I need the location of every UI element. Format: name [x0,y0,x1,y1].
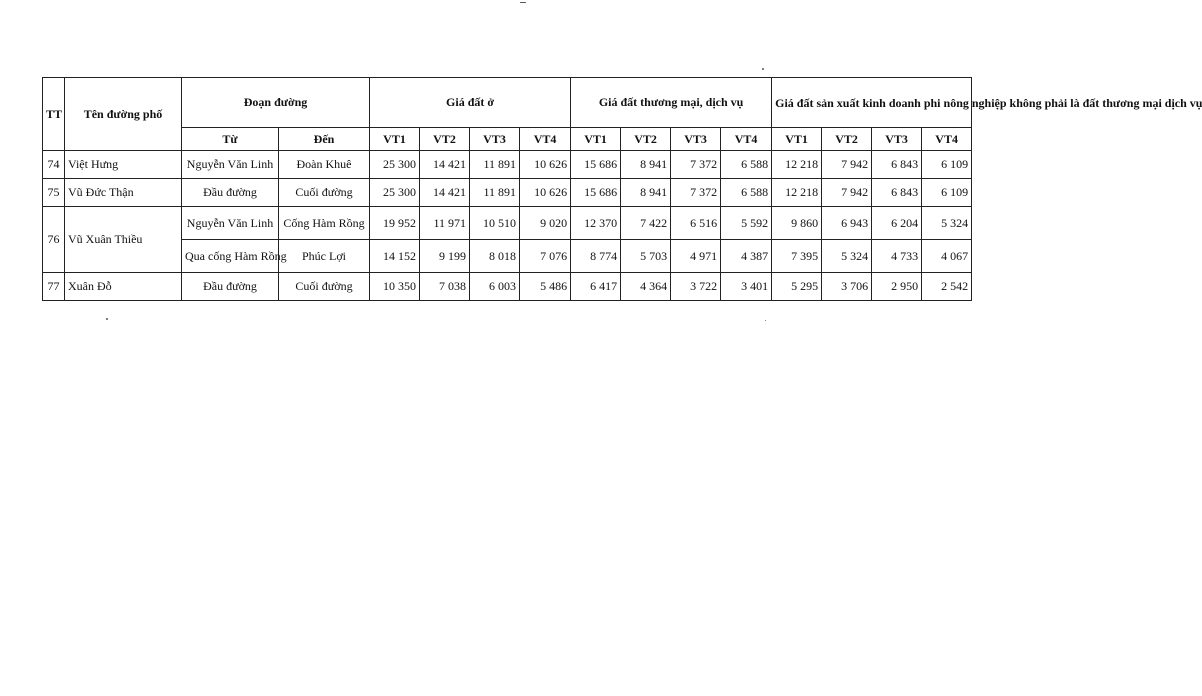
price-cell: 7 942 [822,179,872,207]
header-production-price: Giá đất sản xuất kinh doanh phi nông nghiệp không phải là đất thương mại dịch vụ [772,78,972,128]
price-cell: 10 350 [370,273,420,301]
header-com-vt3: VT3 [671,128,721,151]
price-cell: 4 971 [671,240,721,273]
price-cell: 5 486 [520,273,571,301]
segment-to: Cống Hàm Rồng [279,207,370,240]
street-name: Vũ Xuân Thiều [65,207,182,273]
price-cell: 7 942 [822,151,872,179]
header-prod-vt3: VT3 [872,128,922,151]
header-segment: Đoạn đường [182,78,370,128]
table-row [43,273,972,301]
price-cell: 4 733 [872,240,922,273]
scan-speck [106,318,108,320]
segment-from: Qua cống Hàm Rồng [182,240,279,273]
price-cell: 4 364 [621,273,671,301]
price-cell: 4 067 [922,240,972,273]
header-com-vt1: VT1 [571,128,621,151]
price-cell: 7 372 [671,151,721,179]
price-cell: 10 510 [470,207,520,240]
segment-to: Phúc Lợi [279,240,370,273]
header-res-vt2: VT2 [420,128,470,151]
table-row [43,207,972,240]
price-cell: 6 109 [922,151,972,179]
price-cell: 5 592 [721,207,772,240]
price-cell: 6 943 [822,207,872,240]
price-cell: 6 204 [872,207,922,240]
price-cell: 2 950 [872,273,922,301]
price-cell: 3 706 [822,273,872,301]
price-cell: 3 401 [721,273,772,301]
price-cell: 14 421 [420,151,470,179]
price-cell: 11 891 [470,151,520,179]
price-cell: 6 843 [872,179,922,207]
price-cell: 11 971 [420,207,470,240]
segment-from: Đầu đường [182,273,279,301]
price-cell: 8 941 [621,179,671,207]
price-cell: 5 295 [772,273,822,301]
price-cell: 7 395 [772,240,822,273]
price-cell: 10 626 [520,151,571,179]
price-cell: 12 218 [772,151,822,179]
street-name: Việt Hưng [65,151,182,179]
price-cell: 9 020 [520,207,571,240]
segment-to: Cuối đường [279,273,370,301]
price-cell: 7 422 [621,207,671,240]
header-res-vt3: VT3 [470,128,520,151]
header-com-vt2: VT2 [621,128,671,151]
table-row [43,179,972,207]
header-prod-vt4: VT4 [922,128,972,151]
price-cell: 2 542 [922,273,972,301]
street-name: Xuân Đỗ [65,273,182,301]
price-cell: 6 417 [571,273,621,301]
price-cell: 9 860 [772,207,822,240]
row-number: 75 [43,179,65,207]
segment-from: Nguyễn Văn Linh [182,151,279,179]
price-cell: 3 722 [671,273,721,301]
price-cell: 12 370 [571,207,621,240]
segment-to: Đoàn Khuê [279,151,370,179]
row-number: 76 [43,207,65,273]
price-cell: 25 300 [370,179,420,207]
price-cell: 5 324 [922,207,972,240]
price-cell: 6 109 [922,179,972,207]
header-street-name: Tên đường phố [65,78,182,151]
price-cell: 5 703 [621,240,671,273]
header-com-vt4: VT4 [721,128,772,151]
header-commercial-price: Giá đất thương mại, dịch vụ [571,78,772,128]
price-cell: 4 387 [721,240,772,273]
row-number: 74 [43,151,65,179]
price-cell: 5 324 [822,240,872,273]
price-cell: 7 076 [520,240,571,273]
table-row [43,240,972,273]
price-cell: 8 774 [571,240,621,273]
header-to: Đến [279,128,370,151]
price-cell: 6 003 [470,273,520,301]
street-name: Vũ Đức Thận [65,179,182,207]
segment-from: Nguyễn Văn Linh [182,207,279,240]
table-row [43,151,972,179]
price-cell: 11 891 [470,179,520,207]
header-from: Từ [182,128,279,151]
row-number: 77 [43,273,65,301]
header-residential-price: Giá đất ở [370,78,571,128]
price-cell: 15 686 [571,151,621,179]
price-cell: 19 952 [370,207,420,240]
price-cell: 9 199 [420,240,470,273]
price-cell: 6 516 [671,207,721,240]
price-cell: 14 421 [420,179,470,207]
land-price-table [42,77,1202,301]
price-cell: 7 372 [671,179,721,207]
price-cell: 6 588 [721,151,772,179]
scan-speck [762,68,764,70]
scan-speck [765,320,766,321]
header-tt: TT [43,78,65,151]
header-prod-vt1: VT1 [772,128,822,151]
price-cell: 12 218 [772,179,822,207]
price-cell: 8 018 [470,240,520,273]
price-cell: 15 686 [571,179,621,207]
scan-speck [520,2,526,3]
price-cell: 6 588 [721,179,772,207]
price-cell: 6 843 [872,151,922,179]
header-prod-vt2: VT2 [822,128,872,151]
segment-from: Đầu đường [182,179,279,207]
price-cell: 14 152 [370,240,420,273]
segment-to: Cuối đường [279,179,370,207]
price-cell: 7 038 [420,273,470,301]
price-cell: 8 941 [621,151,671,179]
header-res-vt4: VT4 [520,128,571,151]
price-cell: 25 300 [370,151,420,179]
price-cell: 10 626 [520,179,571,207]
header-res-vt1: VT1 [370,128,420,151]
